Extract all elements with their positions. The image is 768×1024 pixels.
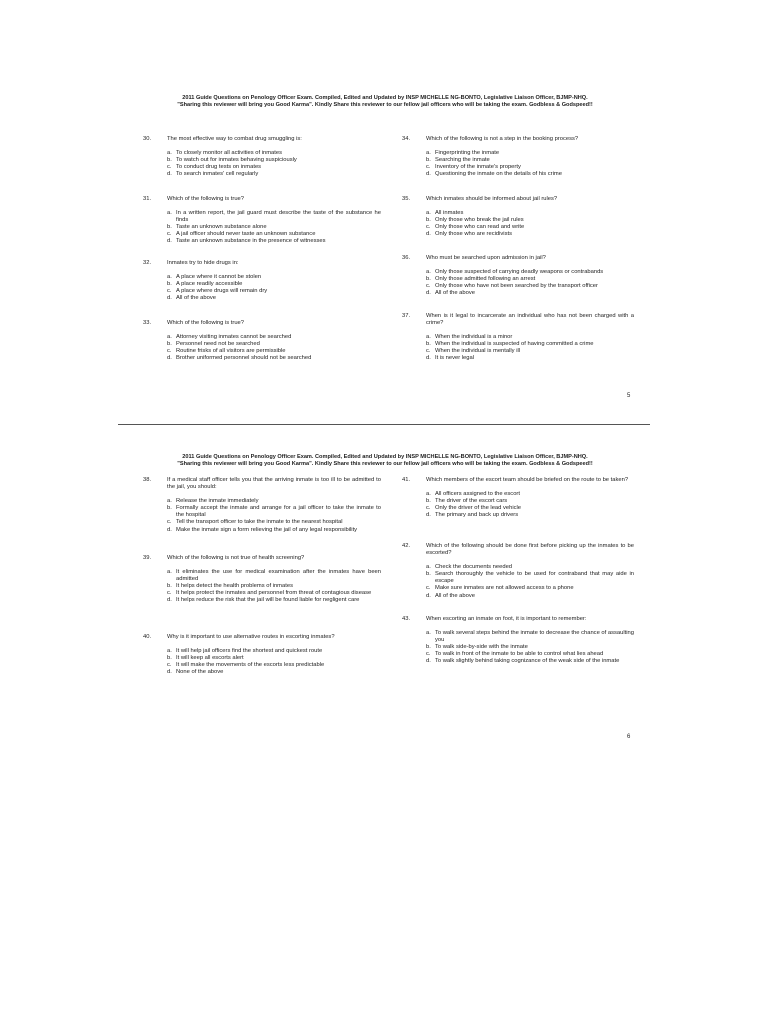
question-38: 38. If a medical staff officer tells you that the arriving inmate is too ill to be admitted to the jail, you should: a. Release the inmate immediately b. Formally accept the inmate and arrange for a jail officer to take the inmate to the hospital c. Tell the transport officer to take the inmate to the nearest hospital d. Make the inmate sign a form relieving the jail of any legal responsibility (143, 477, 381, 533)
page-number: 6 (627, 734, 631, 740)
option: b. A place readily accessible (167, 281, 243, 288)
option: a. A place where it cannot be stolen (167, 274, 262, 281)
option: a. All officers assigned to the escort (426, 491, 520, 498)
option: b. Searching the inmate (426, 157, 490, 164)
question-30: 30. The most effective way to combat drug smuggling is: a. To closely monitor all activities of inmates b. To watch out for inmates behaving suspiciously c. To conduct drug tests on inmates d. To search inmates' cell regularly (143, 136, 381, 178)
option: a. In a written report, the jail guard must describe the taste of the substance he finds (167, 210, 381, 224)
option: c. It will make the movements of the escorts less predictable (167, 662, 325, 669)
option: c. To conduct drug tests on inmates (167, 164, 262, 171)
header-line-1: 2011 Guide Questions on Penology Officer Exam. Compiled, Edited and Updated by INSP MICHELLE NG-BONTO, Legislative Liaison Officer, BJMP-NHQ. (182, 454, 588, 460)
option: b. To watch out for inmates behaving suspiciously (167, 157, 297, 164)
option: c. Inventory of the inmate's property (426, 164, 521, 171)
option: c. To walk in front of the inmate to be able to control what lies ahead (426, 651, 604, 658)
option: a. All inmates (426, 210, 464, 217)
page-number: 5 (627, 393, 631, 399)
question-35: 35. Which inmates should be informed about jail rules? a. All inmates b. Only those who break the jail rules c. Only those who can read and write d. Only those who are recidivists (402, 196, 634, 238)
question-42: 42. Which of the following should be done first before picking up the inmates to be escorted? a. Check the documents needed b. Search thoroughly the vehicle to be used for contraband that may aide in escape c. Make sure inmates are not allowed access to a phone d. All of the above (402, 543, 634, 599)
option: b. Search thoroughly the vehicle to be used for contraband that may aide in escape (426, 571, 634, 585)
option: b. Personnel need not be searched (167, 341, 260, 348)
option: b. It will keep all escorts alert (167, 655, 244, 662)
option: d. Questioning the inmate on the details of his crime (426, 171, 562, 178)
header-line-2: "Sharing this reviewer will bring you Good Karma". Kindly Share this reviewer to our fellow jail officers who will be taking the exam. Godbless & Godspeed!! (177, 461, 593, 467)
option: b. To walk side-by-side with the inmate (426, 644, 528, 651)
option: a. Only those suspected of carrying deadly weapons or contrabands (426, 269, 604, 276)
option: a. It eliminates the use for medical examination after the inmates have been admitted (167, 569, 381, 583)
question-39: 39. Which of the following is not true of health screening? a. It eliminates the use for medical examination after the inmates have been admitted b. It helps detect the health problems of inmates c. It helps protect the inmates and personnel from threat of contagious disease d. It helps reduce the risk that the jail will be found liable for negligent care (143, 555, 381, 604)
option: d. All of the above (426, 290, 475, 297)
option: c. A jail officer should never taste an unknown substance (167, 231, 316, 238)
option: d. It is never legal (426, 355, 474, 362)
option: a. Attorney visiting inmates cannot be searched (167, 334, 292, 341)
option: a. It will help jail officers find the shortest and quickest route (167, 648, 323, 655)
option: c. Tell the transport officer to take the inmate to the nearest hospital (167, 519, 343, 526)
question-32: 32. Inmates try to hide drugs in: a. A place where it cannot be stolen b. A place readily accessible c. A place where drugs will remain dry d. All of the above (143, 260, 381, 302)
option: b. Taste an unknown substance alone (167, 224, 267, 231)
page-header (150, 454, 620, 468)
option: d. Brother uniformed personnel should not be searched (167, 355, 312, 362)
option: d. Only those who are recidivists (426, 231, 513, 238)
option: a. When the individual is a minor (426, 334, 513, 341)
question-41: 41. Which members of the escort team should be briefed on the route to be taken? a. All officers assigned to the escort b. The driver of the escort cars c. Only the driver of the lead vehicle d. The primary and back up drivers (402, 477, 634, 519)
option: d. All of the above (426, 592, 475, 599)
question-40: 40. Why is it important to use alternative routes in escorting inmates? a. It will help jail officers find the shortest and quickest route b. It will keep all escorts alert c. It will make the movements of the escorts less predictable d. None of the above (143, 634, 381, 676)
option: d. None of the above (167, 669, 224, 676)
option: b. Only those admitted following an arrest (426, 276, 536, 283)
option: c. Routine frisks of all visitors are permissible (167, 348, 286, 355)
option: c. Only the driver of the lead vehicle (426, 505, 522, 512)
option: a. To walk several steps behind the inmate to decrease the chance of assaulting you (426, 630, 634, 644)
option: c. A place where drugs will remain dry (167, 288, 268, 295)
question-31: 31. Which of the following is true? a. In a written report, the jail guard must describe the taste of the substance he finds b. Taste an unknown substance alone c. A jail officer should never taste an unknown substance d. Taste an unknown substance in the presence of witnesses (143, 196, 381, 245)
header-line-2: "Sharing this reviewer will bring you Good Karma". Kindly Share this reviewer to our fellow jail officers who will be taking the exam. Godbless & Godspeed!! (177, 102, 593, 108)
option: b. When the individual is suspected of having committed a crime (426, 341, 594, 348)
option: a. Release the inmate immediately (167, 498, 259, 505)
option: d. All of the above (167, 295, 216, 302)
question-36: 36. Who must be searched upon admission in jail? a. Only those suspected of carrying deadly weapons or contrabands b. Only those admitted following an arrest c. Only those who have not been searched by the transport officer d. All of the above (402, 255, 634, 297)
option: d. It helps reduce the risk that the jail will be found liable for negligent care (167, 597, 360, 604)
question-37: 37. When is it legal to incarcerate an individual who has not been charged with a crime? a. When the individual is a minor b. When the individual is suspected of having committed a crime c. When the individual is mentally ill d. It is never legal (402, 313, 634, 362)
option: d. Taste an unknown substance in the presence of witnesses (167, 238, 326, 245)
option: d. To search inmates' cell regularly (167, 171, 259, 178)
option: b. Formally accept the inmate and arrange for a jail officer to take the inmate to the hospital (167, 505, 381, 519)
option: d. Make the inmate sign a form relieving the jail of any legal responsibility (167, 526, 358, 533)
question-34: 34. Which of the following is not a step in the booking process? a. Fingerprinting the inmate b. Searching the inmate c. Inventory of the inmate's property d. Questioning the inmate on the details of his crime (402, 136, 634, 178)
question-33: 33. Which of the following is true? a. Attorney visiting inmates cannot be searched b. Personnel need not be searched c. Routine frisks of all visitors are permissible d. Brother uniformed personnel should not be searched (143, 320, 381, 362)
option: d. The primary and back up drivers (426, 512, 519, 519)
option: c. When the individual is mentally ill (426, 348, 521, 355)
option: d. To walk slightly behind taking cognizance of the weak side of the inmate (426, 658, 620, 665)
option: a. To closely monitor all activities of inmates (167, 150, 282, 157)
option: b. It helps detect the health problems of inmates (167, 583, 293, 590)
option: c. Make sure inmates are not allowed access to a phone (426, 585, 574, 592)
option: a. Check the documents needed (426, 564, 513, 571)
option: b. The driver of the escort cars (426, 498, 508, 505)
page-header (150, 95, 620, 109)
option: c. Only those who can read and write (426, 224, 525, 231)
page-divider (118, 424, 650, 425)
option: c. Only those who have not been searched by the transport officer (426, 283, 598, 290)
document-page-5 (0, 95, 768, 413)
option: a. Fingerprinting the inmate (426, 150, 500, 157)
question-43: 43. When escorting an inmate on foot, it is important to remember: a. To walk several steps behind the inmate to decrease the chance of assaulting you b. To walk side-by-side with the inmate c. To walk in front of the inmate to be able to control what lies ahead d. To walk slightly behind taking cognizance of the weak side of the inmate (402, 616, 634, 665)
option: c. It helps protect the inmates and personnel from threat of contagious disease (167, 590, 372, 597)
document-page-6 (0, 440, 768, 750)
header-line-1: 2011 Guide Questions on Penology Officer Exam. Compiled, Edited and Updated by INSP MICHELLE NG-BONTO, Legislative Liaison Officer, BJMP-NHQ. (182, 95, 588, 101)
option: b. Only those who break the jail rules (426, 217, 524, 224)
